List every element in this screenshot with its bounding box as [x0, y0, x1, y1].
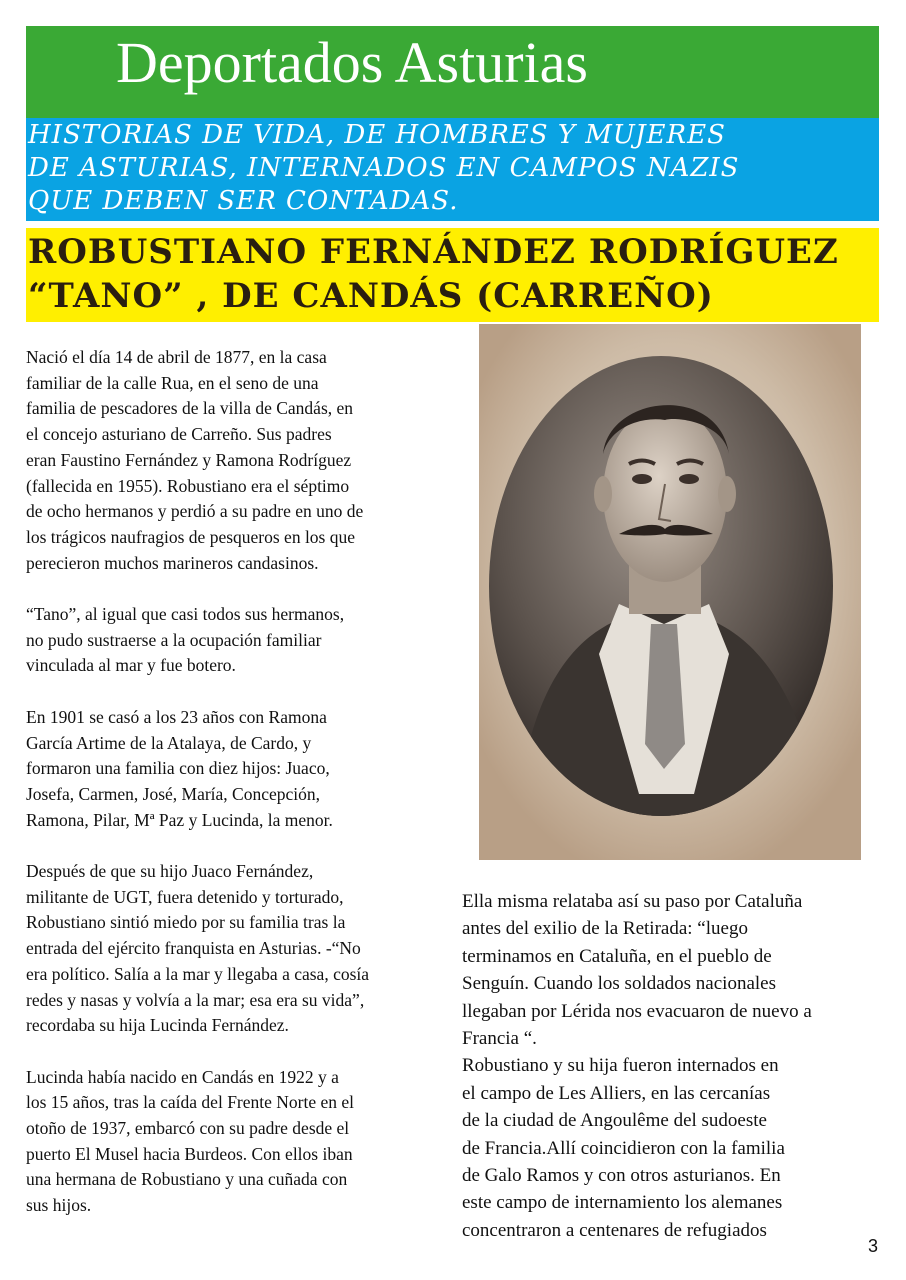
paragraph: Después de que su hijo Juaco Fernández, militante de UGT, fuera detenido y torturado, Robustiano sintió miedo por su familia tras la entrada del ejército franquista en Asturias. -“No era político. Salía a la mar y llegaba a casa, cosía redes y nasas y volvía a la mar; esa era su vida”, recordaba su hija Lucinda Fernández.: [26, 861, 370, 1036]
paragraph: Lucinda había nacido en Candás en 1922 y a los 15 años, tras la caída del Frente Norte en el otoño de 1937, embarcó con su padre desde el puerto El Musel hacia Burdeos. Con ellos iban una hermana de Robustiano y una cuñada con sus hijos.: [26, 1066, 355, 1216]
portrait-illustration: [479, 324, 861, 860]
portrait-photo: [479, 324, 861, 860]
paragraph: “Tano”, al igual que casi todos sus hermanos, no pudo sustraerse a la ocupación familiar vinculada al mar y fue botero.: [26, 604, 345, 676]
magazine-subtitle: HISTORIAS DE VIDA, DE HOMBRES Y MUJERES DE ASTURIAS, INTERNADOS EN CAMPOS NAZIS QUE DEBEN SER CONTADAS.: [28, 120, 740, 216]
article-heading: ROBUSTIANO FERNÁNDEZ RODRÍGUEZ “TANO” , DE CANDÁS (CARREÑO): [28, 232, 839, 316]
magazine-title: Deportados Asturias: [116, 30, 588, 95]
paragraph: Nació el día 14 de abril de 1877, en la casa familiar de la calle Rua, en el seno de una familia de pescadores de la villa de Candás, en el concejo asturiano de Carreño. Sus padres eran Faustino Fernández y Ramona Rodríguez (fallecida en 1955). Robustiano era el séptimo de ocho hermanos y perdió a su padre en uno de los trágicos naufragios de pesqueros en los que perecieron muchos marineros candasinos.: [26, 347, 364, 573]
left-column: [26, 345, 446, 1245]
right-column-text: Ella misma relataba así su paso por Cataluña antes del exilio de la Retirada: “luego terminamos en Cataluña, en el pueblo de Senguín. Cuando los soldados nacionales llegaban por Lérida nos evacuaron de nuevo a Francia “. Robustiano y su hija fueron internados en el campo de Les Alliers, en las cercanías de la ciudad de Angoulême del sudoeste de Francia.Allí coincidieron con la familia de Galo Ramos y con otros asturianos. En este campo de internamiento los alemanes concentraron a centenares de refugiados: [462, 891, 812, 1241]
page-number: 3: [868, 1236, 879, 1256]
subtitle-banner: [26, 118, 879, 221]
title-banner: [26, 26, 879, 118]
person-banner: [26, 228, 879, 322]
paragraph: En 1901 se casó a los 23 años con Ramona García Artime de la Atalaya, de Cardo, y formaron una familia con diez hijos: Juaco, Josefa, Carmen, José, María, Concepción, Ramona, Pilar, Mª Paz y Lucinda, la menor.: [26, 706, 333, 830]
